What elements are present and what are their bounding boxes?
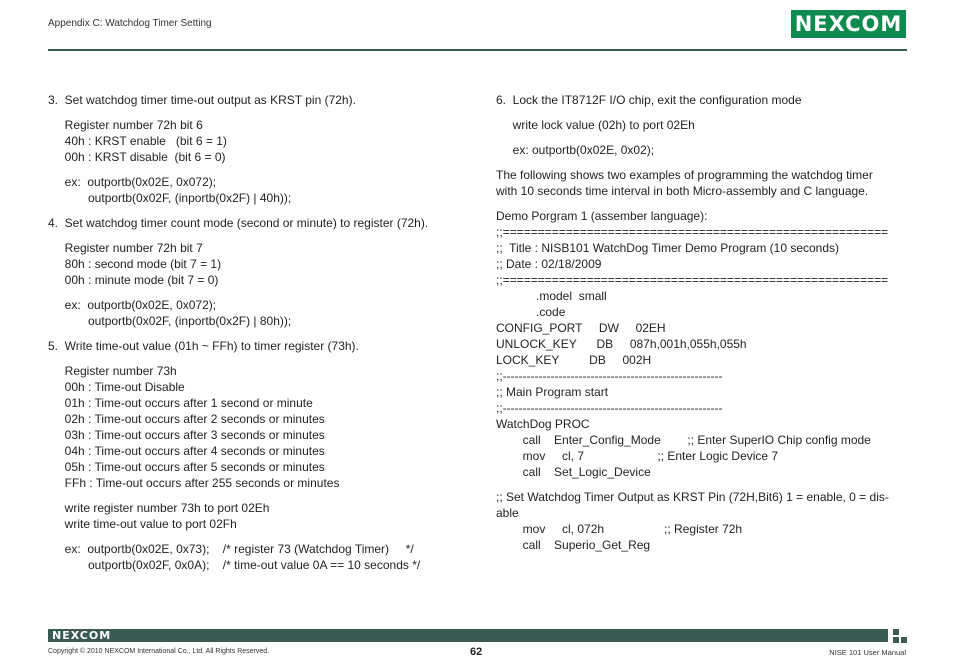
- text-line: [48, 231, 428, 240]
- right-column: [496, 92, 889, 553]
- left-column: [48, 92, 428, 573]
- text-line: 3. Set watchdog timer time-out output as KRST pin (72h).: [48, 93, 356, 107]
- text-line: mov cl, 7 ;; Enter Logic Device 7: [496, 449, 779, 463]
- text-line: outportb(0x02F, (inportb(0x2F) | 80h));: [48, 314, 292, 328]
- page-number: 62: [470, 646, 483, 658]
- text-line: .model small: [496, 289, 607, 303]
- text-line: ex: outportb(0x02E, 0x072);: [48, 175, 217, 189]
- text-line: call Superio_Get_Reg: [496, 538, 651, 552]
- text-line: ;;-------------------------------------------------------: [496, 369, 723, 383]
- text-line: ;;-------------------------------------------------------: [496, 401, 723, 415]
- text-line: ex: outportb(0x02E, 0x02);: [496, 143, 655, 157]
- text-line: ex: outportb(0x02E, 0x072);: [48, 298, 217, 312]
- footer-bar: [48, 629, 888, 642]
- text-line: [48, 354, 428, 363]
- text-line: ;; Set Watchdog Timer Output as KRST Pin (72H,Bit6) 1 = enable, 0 = dis-: [496, 490, 889, 504]
- text-line: Register number 72h bit 6: [48, 118, 203, 132]
- text-line: Register number 72h bit 7: [48, 241, 203, 255]
- footer-square: [893, 629, 899, 635]
- footer-square: [893, 637, 899, 643]
- text-line: outportb(0x02F, (inportb(0x2F) | 40h));: [48, 191, 292, 205]
- text-line: 05h : Time-out occurs after 5 seconds or minutes: [48, 460, 325, 474]
- nexcom-logo: [791, 10, 906, 38]
- text-line: able: [496, 506, 519, 520]
- text-line: with 10 seconds time interval in both Micro-assembly and C language.: [496, 184, 869, 198]
- text-line: 01h : Time-out occurs after 1 second or minute: [48, 396, 313, 410]
- text-line: write time-out value to port 02Fh: [48, 517, 237, 531]
- text-line: [48, 491, 428, 500]
- text-line: 02h : Time-out occurs after 2 seconds or minutes: [48, 412, 325, 426]
- text-line: .code: [496, 305, 566, 319]
- text-line: 4. Set watchdog timer count mode (second or minute) to register (72h).: [48, 216, 429, 230]
- text-line: call Enter_Config_Mode ;; Enter SuperIO Chip config mode: [496, 433, 871, 447]
- text-line: LOCK_KEY DB 002H: [496, 353, 652, 367]
- text-line: 40h : KRST enable (bit 6 = 1): [48, 134, 227, 148]
- text-line: [48, 288, 428, 297]
- text-line: [496, 158, 889, 167]
- text-line: WatchDog PROC: [496, 417, 590, 431]
- text-line: outportb(0x02F, 0x0A); /* time-out value 0A == 10 seconds */: [48, 558, 421, 572]
- text-line: [48, 532, 428, 541]
- text-line: Demo Porgram 1 (assember language):: [496, 209, 708, 223]
- text-line: [48, 206, 428, 215]
- header-divider: [48, 49, 907, 51]
- text-line: ;;=======================================================: [496, 225, 889, 239]
- text-line: ;; Main Program start: [496, 385, 609, 399]
- text-line: The following shows two examples of programming the watchdog timer: [496, 168, 873, 182]
- text-line: 5. Write time-out value (01h ~ FFh) to timer register (73h).: [48, 339, 359, 353]
- text-line: ;; Date : 02/18/2009: [496, 257, 602, 271]
- header-section-title: Appendix C: Watchdog Timer Setting: [48, 18, 212, 29]
- footer-square: [901, 637, 907, 643]
- text-line: ;; Title : NISB101 WatchDog Timer Demo Program (10 seconds): [496, 241, 840, 255]
- text-line: 04h : Time-out occurs after 4 seconds or minutes: [48, 444, 325, 458]
- text-line: Register number 73h: [48, 364, 177, 378]
- text-line: 80h : second mode (bit 7 = 1): [48, 257, 222, 271]
- text-line: FFh : Time-out occurs after 255 seconds or minutes: [48, 476, 340, 490]
- text-line: ex: outportb(0x02E, 0x73); /* register 73 (Watchdog Timer) */: [48, 542, 414, 556]
- logo-text: NEXCOM: [794, 12, 903, 36]
- text-line: [496, 199, 889, 208]
- text-line: [48, 329, 428, 338]
- text-line: CONFIG_PORT DW 02EH: [496, 321, 666, 335]
- text-line: [496, 480, 889, 489]
- text-line: 6. Lock the IT8712F I/O chip, exit the configuration mode: [496, 93, 802, 107]
- text-line: 00h : Time-out Disable: [48, 380, 185, 394]
- text-line: [496, 133, 889, 142]
- text-line: mov cl, 072h ;; Register 72h: [496, 522, 743, 536]
- text-line: [48, 108, 428, 117]
- text-line: ;;=======================================================: [496, 273, 889, 287]
- footer-logo: NEXCOM: [52, 629, 112, 642]
- text-line: UNLOCK_KEY DB 087h,001h,055h,055h: [496, 337, 747, 351]
- text-line: write lock value (02h) to port 02Eh: [496, 118, 695, 132]
- footer-manual-name: NISE 101 User Manual: [829, 648, 906, 657]
- text-line: 03h : Time-out occurs after 3 seconds or minutes: [48, 428, 325, 442]
- footer-copyright: Copyright © 2010 NEXCOM International Co., Ltd. All Rights Reserved.: [48, 648, 270, 655]
- text-line: 00h : minute mode (bit 7 = 0): [48, 273, 219, 287]
- text-line: [496, 108, 889, 117]
- text-line: [48, 165, 428, 174]
- text-line: call Set_Logic_Device: [496, 465, 651, 479]
- text-line: 00h : KRST disable (bit 6 = 0): [48, 150, 226, 164]
- text-line: write register number 73h to port 02Eh: [48, 501, 270, 515]
